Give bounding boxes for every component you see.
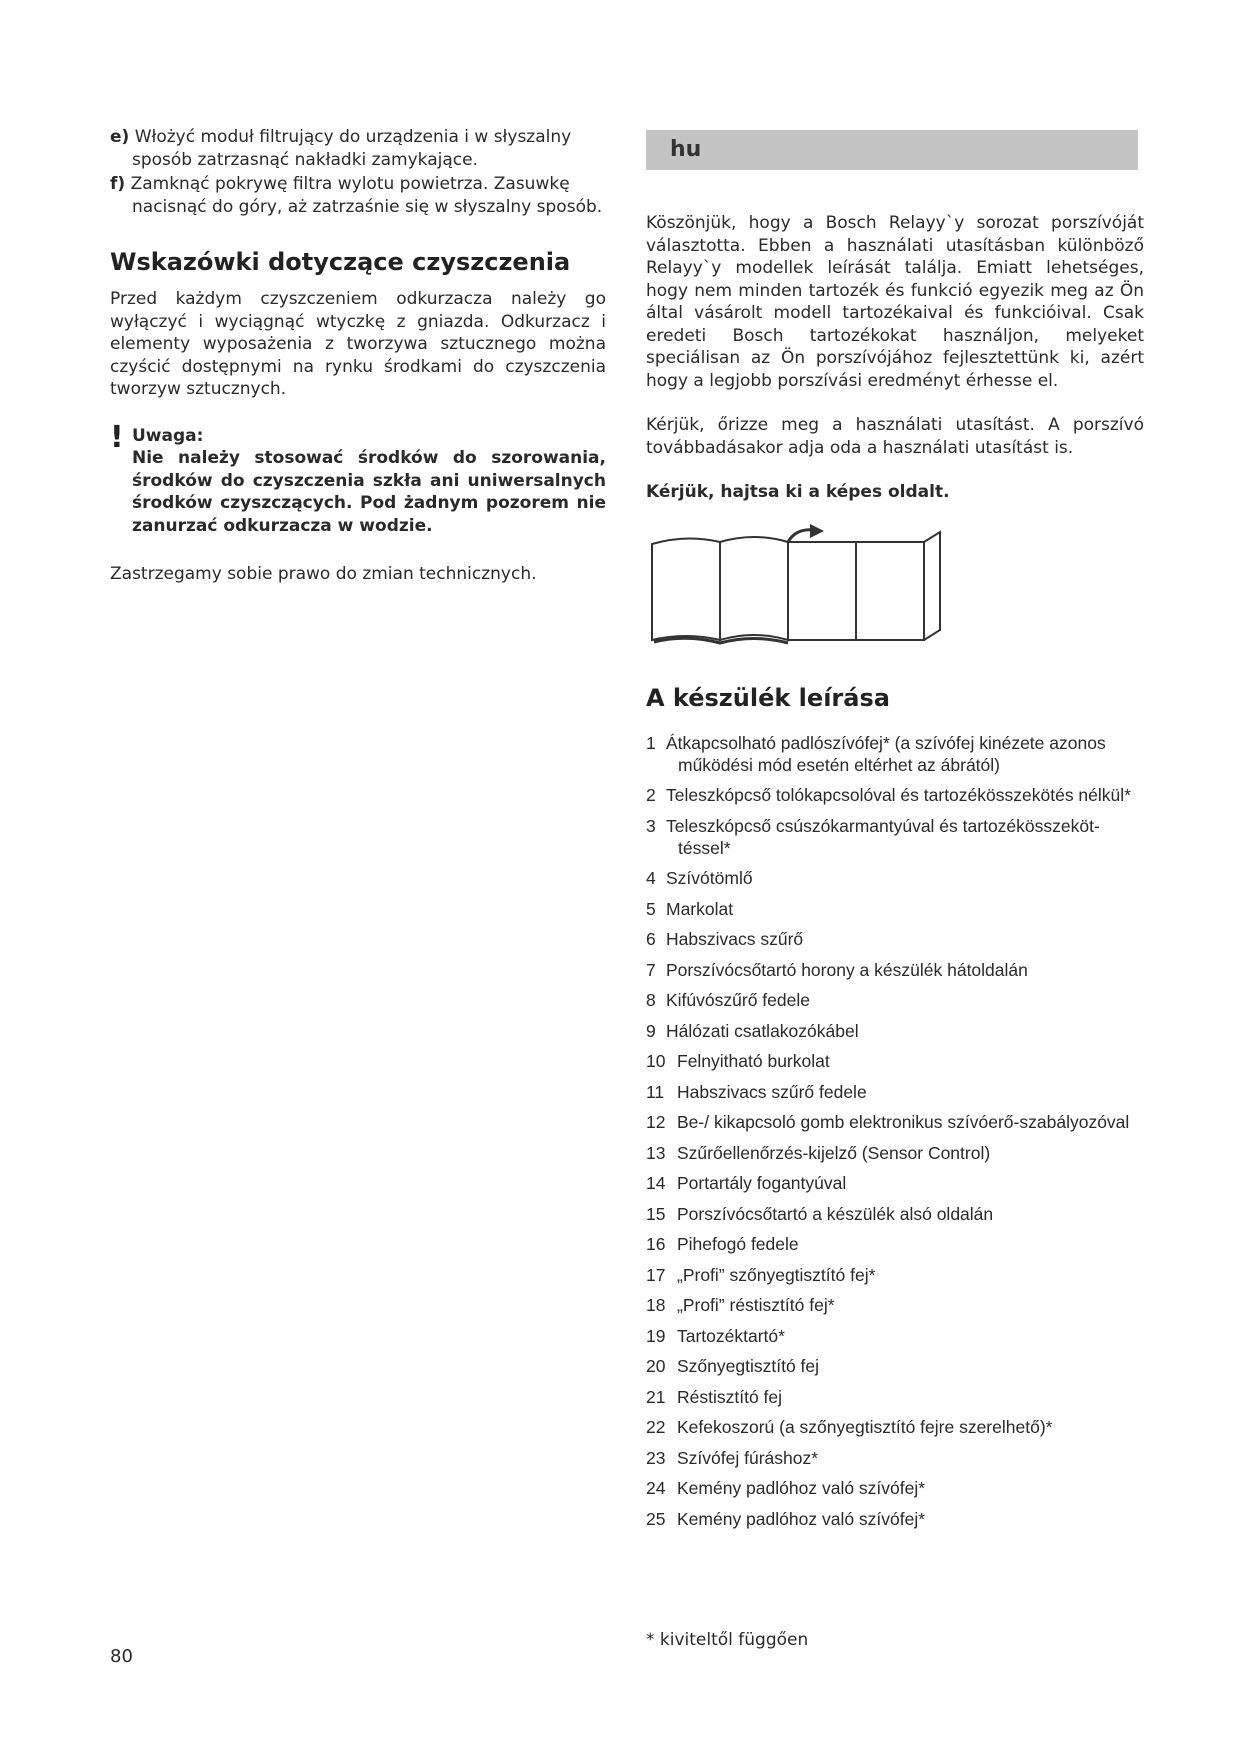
list-item: 18 „Profi” réstisztító fej* — [646, 1295, 835, 1315]
language-bar — [646, 130, 1138, 170]
fold-out-booklet-illustration — [648, 524, 968, 654]
list-item: 17 „Profi” szőnyegtisztító fej* — [646, 1264, 876, 1285]
step-e — [110, 126, 606, 171]
keep-instructions: Kérjük, őrizze meg a használati utasítást. A porszívó továbbadásakor adja oda a használati utasítást is. — [646, 415, 1144, 458]
list-item: 15 Porszívócsőtartó a készülék alsó oldalán — [646, 1203, 994, 1224]
list-item: 8 Kifúvószűrő fedele — [646, 990, 810, 1010]
warning-label: Uwaga: — [132, 425, 204, 446]
list-item: 22 Kefekoszorú (a szőnyegtisztító fejre szerelhető)* — [646, 1417, 1053, 1437]
list-item: 21 Réstisztító fej — [646, 1386, 783, 1407]
intro-paragraph: Köszönjük, hogy a Bosch Relayy`y sorozat porszívóját választotta. Ebben a használati utasításban különböző Relayy`y modellek leírását találja. Emiatt lehetséges, hogy nem minden tartozék és funkció egyezik meg az Ön által vásárolt modell tartozékaival és funkcióival. Csak eredeti Bosch tartozékokat használjon, melyeket speciálisan az Ön porszívójához fejlesztettünk ki, azért hogy a legjobb porszívási eredményt érhesse el. — [646, 213, 1144, 391]
list-item: 4 Szívótömlő — [646, 868, 753, 888]
page-number: 80 — [110, 1646, 133, 1667]
list-item: 11 Habszivacs szűrő fedele — [646, 1081, 867, 1102]
list-item: 25 Kemény padlóhoz való szívófej* — [646, 1508, 926, 1529]
list-item: 19 Tartozéktartó* — [646, 1325, 785, 1346]
footnote: * kiviteltől függően — [646, 1630, 809, 1650]
list-item: 9 Hálózati csatlakozókábel — [646, 1020, 859, 1041]
cleaning-heading: Wskazówki dotyczące czyszczenia — [110, 248, 571, 276]
list-item: 10 Felnyitható burkolat — [646, 1051, 830, 1071]
device-description-heading: A készülék leírása — [646, 683, 890, 712]
language-code: hu — [670, 137, 702, 162]
list-item: 12 Be-/ kikapcsoló gomb elektronikus szívóerő-szabályozóval — [646, 1112, 1130, 1132]
step-e-text: Włożyć moduł filtrujący do urządzenia i w słyszalny sposób zatrzasnąć nakładki zamykające. — [132, 127, 572, 170]
list-item: 14 Portartály fogantyúval — [646, 1173, 847, 1193]
left-column — [110, 126, 606, 603]
parts-list — [646, 732, 1144, 1530]
warning-block — [110, 419, 606, 538]
list-item: 6 Habszivacs szűrő — [646, 929, 804, 949]
fold-out-note: Kérjük, hajtsa ki a képes oldalt. — [646, 482, 950, 502]
list-item: 13 Szűrőellenőrzés-kijelző (Sensor Control) — [646, 1142, 991, 1163]
step-f-letter: f) — [110, 174, 126, 194]
list-item: 1 Átkapcsolható padlószívófej* (a szívófej kinézete azonos működési mód esetén eltérhet az ábrától) — [646, 732, 1106, 775]
right-column — [646, 130, 1144, 1538]
step-f — [110, 173, 606, 218]
list-item: 24 Kemény padlóhoz való szívófej* — [646, 1478, 926, 1498]
warning-text: Nie należy stosować środków do szorowania, środków do czyszczenia szkła ani uniwersalnych środków czyszczących. Pod żadnym pozorem nie zanurzać odkurzacza w wodzie. — [132, 448, 606, 536]
list-item: 3 Teleszkópcső csúszókarmantyúval és tartozékösszeköttéssel* — [646, 815, 1100, 858]
disclaimer: Zastrzegamy sobie prawo do zmian technicznych. — [110, 564, 537, 584]
curved-arrow-icon — [810, 524, 824, 538]
list-item: 5 Markolat — [646, 898, 734, 919]
list-item: 23 Szívófej fúráshoz* — [646, 1447, 819, 1468]
list-item: 2 Teleszkópcső tolókapcsolóval és tartozékösszekötés nélkül* — [646, 785, 1131, 805]
list-item: 7 Porszívócsőtartó horony a készülék hátoldalán — [646, 959, 1028, 980]
warning-icon: ! — [110, 419, 124, 455]
list-item: 20 Szőnyegtisztító fej — [646, 1356, 820, 1376]
cleaning-paragraph: Przed każdym czyszczeniem odkurzacza należy go wyłączyć i wyciągnąć wtyczkę z gniazda. Odkurzacz i elementy wyposażenia z tworzywa sztucznego można czyścić dostępnymi na rynku środkami do czyszczenia tworzyw sztucznych. — [110, 289, 606, 399]
step-f-text: Zamknąć pokrywę filtra wylotu powietrza. Zasuwkę nacisnąć do góry, aż zatrzaśnie się w słyszalny sposób. — [130, 174, 603, 217]
list-item: 16 Pihefogó fedele — [646, 1234, 799, 1254]
step-e-letter: e) — [110, 127, 130, 147]
